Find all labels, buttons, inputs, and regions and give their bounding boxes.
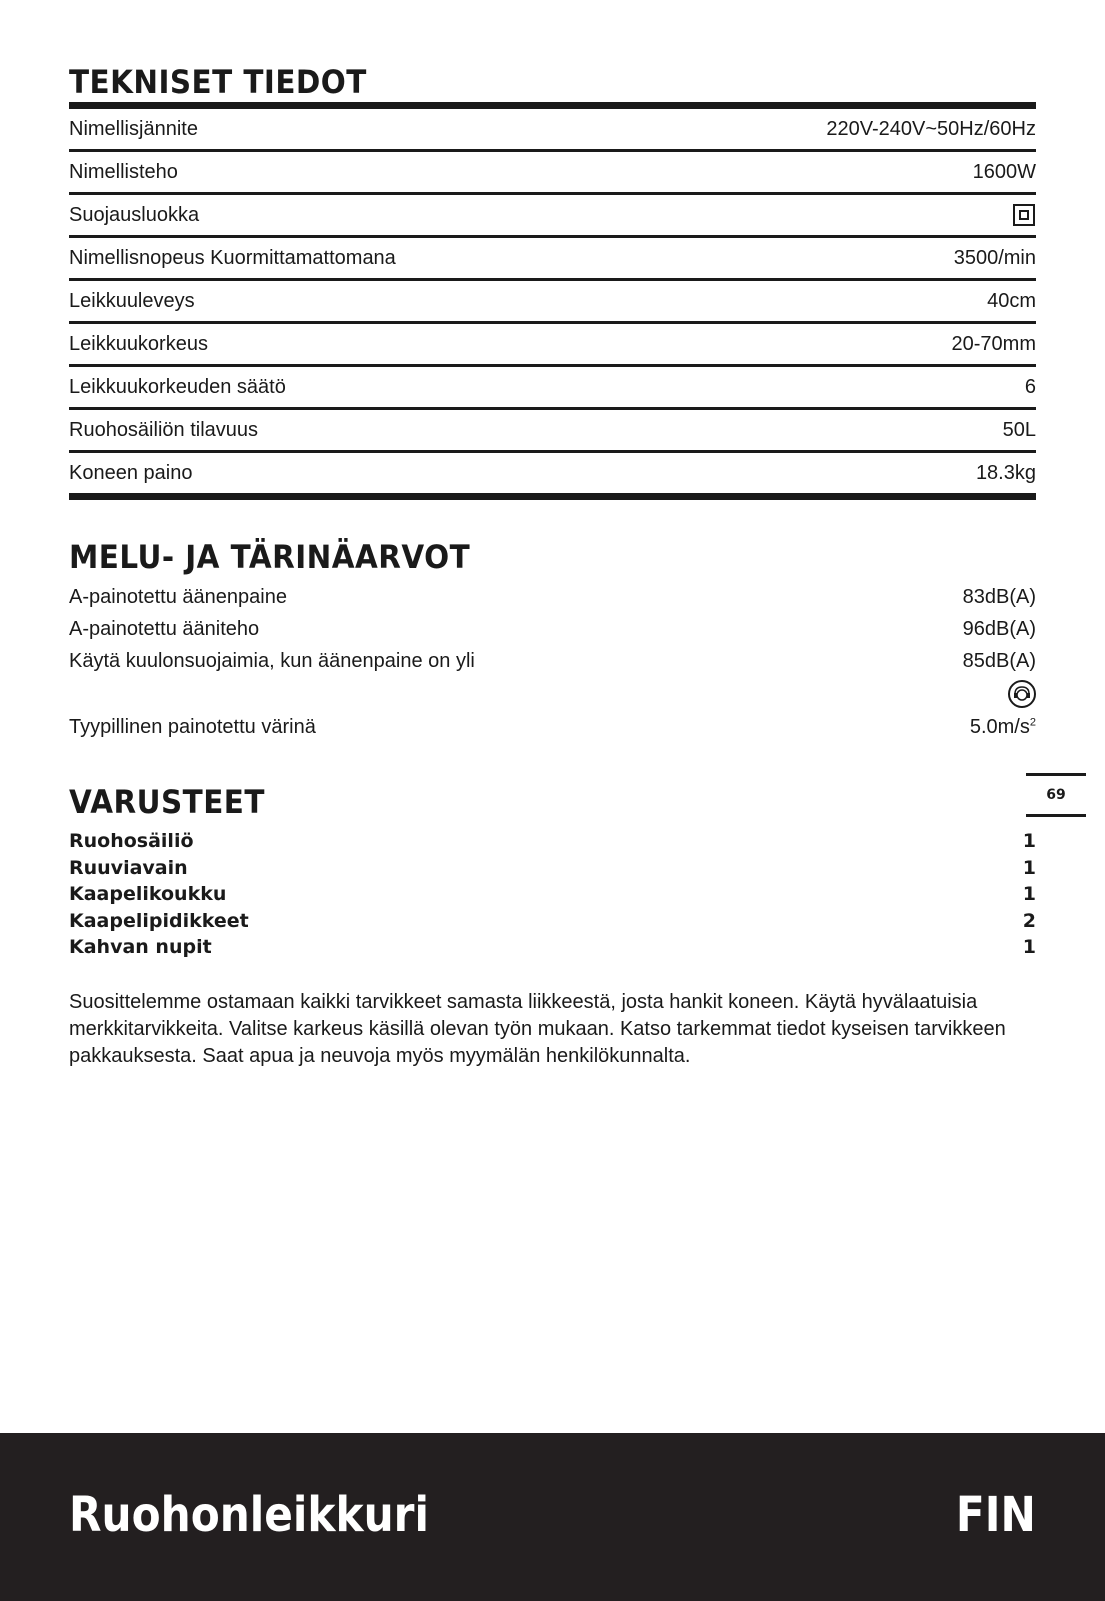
accessory-qty: 1 (1022, 883, 1036, 905)
accessory-name: Ruuviavain (69, 856, 188, 879)
accessories-heading: VARUSTEET (69, 783, 265, 821)
accessory-item (69, 855, 1036, 882)
spec-label: Nimellisnopeus Kuormittamattomana (69, 246, 396, 269)
accessories-note: Suosittelemme ostamaan kaikki tarvikkeet samasta liikkeestä, josta hankit koneen. Käytä hyvälaatuisia merkkitarvikkeita. Valitse karkeus käsillä olevan työn mukaan. Katso tarkemmat tiedot kyseisen tarvikkeen pakkauksesta. Saat apua ja neuvoja myös myymälän henkilökunnalta. (69, 990, 1006, 1067)
page-number-tab (1026, 773, 1086, 817)
spec-row (69, 195, 1036, 238)
footer-language-code: FIN (956, 1487, 1036, 1543)
spec-row (69, 109, 1036, 152)
spec-row (69, 238, 1036, 281)
spec-row (69, 410, 1036, 453)
spec-label: Ruohosäiliön tilavuus (69, 418, 259, 441)
spec-label: Leikkuuleveys (69, 289, 195, 312)
ear-protection-icon (1008, 680, 1036, 708)
technical-specs-heading: TEKNISET TIEDOT (69, 63, 367, 101)
accessory-qty: 2 (1022, 909, 1036, 932)
accessory-name: Kaapelipidikkeet (69, 909, 249, 932)
noise-row (69, 613, 1036, 645)
spec-label: Nimellisteho (69, 160, 178, 183)
class-ii-double-insulation-icon (1013, 204, 1035, 226)
accessory-qty: 1 (1022, 936, 1036, 958)
spec-label: Leikkuukorkeus (69, 332, 208, 355)
vibration-row (69, 711, 1036, 743)
noise-vibration-section (69, 537, 1036, 743)
noise-value: 85dB(A) (962, 649, 1036, 672)
spec-value: 3500/min (953, 246, 1036, 269)
footer-product-title: Ruohonleikkuri (69, 1487, 429, 1543)
page-number: 69 (1046, 787, 1066, 803)
ear-icon-row (69, 677, 1036, 711)
spec-label: Koneen paino (69, 461, 193, 484)
noise-value: 96dB(A) (962, 617, 1036, 640)
spec-value: 20-70mm (951, 332, 1036, 355)
accessory-name: Kahvan nupit (69, 936, 212, 958)
accessory-name: Kaapelikoukku (69, 883, 227, 905)
spec-row (69, 281, 1036, 324)
accessory-qty: 1 (1022, 830, 1036, 852)
vibration-value (970, 716, 1036, 739)
spec-value: 50L (1002, 418, 1036, 441)
spec-value: 220V-240V~50Hz/60Hz (826, 117, 1036, 140)
noise-row (69, 645, 1036, 677)
spec-label: Leikkuukorkeuden säätö (69, 375, 286, 398)
vibration-number: 5.0m/s (969, 715, 1030, 738)
accessory-item (69, 908, 1036, 935)
vibration-unit-exponent: 2 (1029, 715, 1036, 728)
spec-row (69, 324, 1036, 367)
technical-specs-section (69, 62, 1036, 500)
spec-value: 40cm (987, 289, 1036, 312)
spec-value: 18.3kg (975, 461, 1036, 484)
accessory-item (69, 934, 1036, 961)
noise-vibration-heading: MELU- JA TÄRINÄARVOT (69, 538, 471, 576)
noise-label: Käytä kuulonsuojaimia, kun äänenpaine on yli (69, 649, 475, 672)
accessory-qty: 1 (1022, 856, 1036, 879)
accessory-item (69, 828, 1036, 855)
accessories-section (69, 782, 1036, 1090)
vibration-label: Tyypillinen painotettu värinä (69, 715, 316, 738)
spec-label: Nimellisjännite (69, 117, 198, 140)
spec-label: Suojausluokka (69, 203, 200, 226)
spec-row (69, 152, 1036, 195)
spec-value: 6 (1024, 375, 1036, 398)
accessory-item (69, 881, 1036, 908)
spec-row (69, 367, 1036, 410)
spec-row (69, 453, 1036, 500)
noise-label: A-painotettu äänenpaine (69, 585, 287, 608)
specs-table (69, 109, 1036, 500)
spec-value: 1600W (972, 160, 1036, 183)
heading-rule (69, 102, 1036, 109)
noise-row (69, 581, 1036, 613)
page-footer (0, 1433, 1105, 1601)
noise-label: A-painotettu ääniteho (69, 617, 260, 640)
accessory-name: Ruohosäiliö (69, 830, 194, 852)
noise-value: 83dB(A) (962, 585, 1036, 608)
